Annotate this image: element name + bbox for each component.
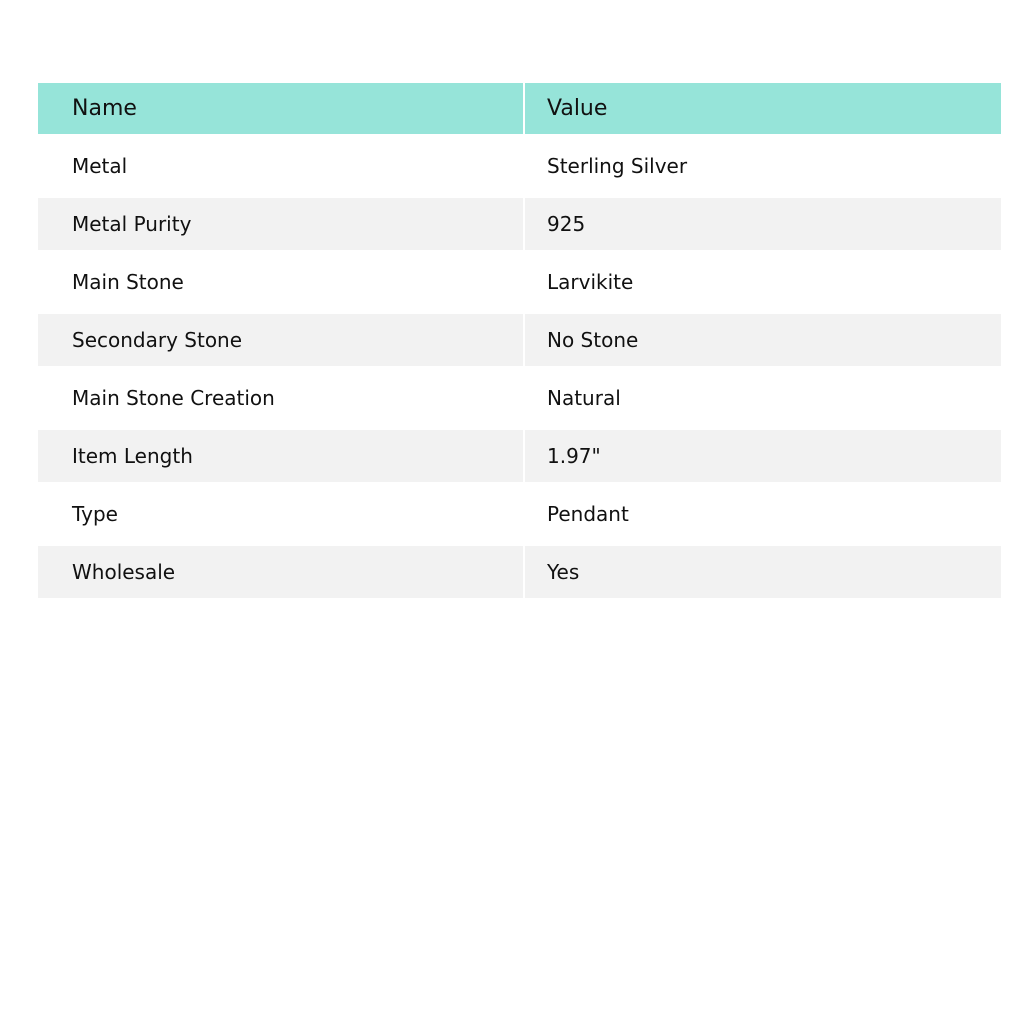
- table-row: [38, 198, 1001, 250]
- table-row: [38, 430, 1001, 482]
- row-value: Sterling Silver: [547, 154, 688, 178]
- table-row: [38, 546, 1001, 598]
- table-row: [38, 482, 1001, 546]
- row-value: Yes: [524, 546, 1001, 598]
- table-row: [38, 134, 1001, 198]
- header-value: Value: [524, 83, 1001, 134]
- row-value: Larvikite: [547, 270, 634, 294]
- row-value: Natural: [547, 386, 621, 410]
- row-name: Main Stone: [38, 250, 524, 314]
- table-header: [38, 83, 1001, 134]
- row-name: Metal: [38, 134, 524, 198]
- specifications-table: [38, 83, 1002, 598]
- table-row: [38, 366, 1001, 430]
- header-name: Name: [38, 83, 524, 134]
- table-row: [38, 250, 1001, 314]
- row-name: Wholesale: [38, 546, 524, 598]
- table-body: [38, 134, 1001, 598]
- row-name: Secondary Stone: [38, 314, 524, 366]
- row-name: Metal Purity: [38, 198, 524, 250]
- row-value: 1.97": [524, 430, 1001, 482]
- row-name: Item Length: [38, 430, 524, 482]
- row-value: 925: [524, 198, 1001, 250]
- table-row: [38, 314, 1001, 366]
- row-name: Main Stone Creation: [38, 366, 524, 430]
- row-name: Type: [38, 482, 524, 546]
- header-row: [38, 83, 1001, 134]
- row-value: No Stone: [524, 314, 1001, 366]
- row-value: Pendant: [547, 502, 629, 526]
